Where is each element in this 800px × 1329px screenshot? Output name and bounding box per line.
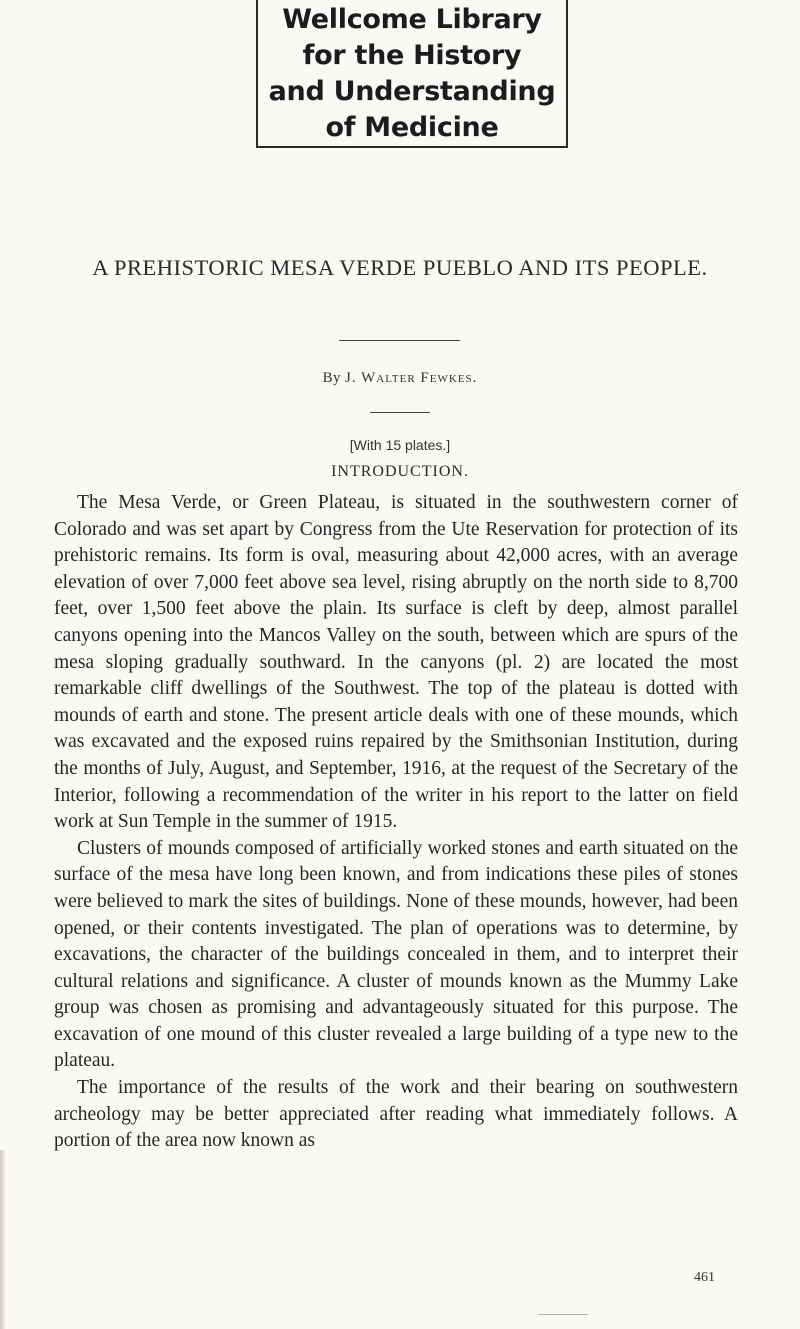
stamp-line-2: for the History [302,40,522,71]
stamp-line-3: and Understanding [268,76,556,107]
article-title: A PREHISTORIC MESA VERDE PUEBLO AND ITS PEOPLE. [92,255,708,280]
byline-author: J. Walter Fewkes. [345,370,478,386]
byline-prefix: By [322,370,341,386]
byline-divider [370,412,430,413]
stamp-line-1: Wellcome Library [282,4,542,35]
page-number: 461 [694,1270,715,1285]
title-divider [339,340,460,341]
plates-note: [With 15 plates.] [349,437,451,453]
section-heading: INTRODUCTION. [331,463,469,480]
paragraph: The Mesa Verde, or Green Plateau, is situated in the southwestern corner of Colorado and was set apart by Congress from the Ute Reservation for protection of its prehistoric remains. Its form is oval, measuring about 42,000 acres, with an average elevation of over 7,000 feet above sea level, rising abruptly on the north side to 8,700 feet, over 1,500 feet above the plain. Its surface is cleft by deep, almost parallel canyons opening into the Mancos Valley on the south, between which are spurs of the mesa sloping gradually southward. In the canyons (pl. 2) are located the most remarkable cliff dwellings of the Southwest. The top of the plateau is dotted with mounds of earth and stone. The present article deals with one of these mounds, which was excavated and the exposed ruins repaired by the Smithsonian Institution, during the months of July, August, and September, 1916, at the request of the Secretary of the Interior, following a recommendation of the writer in his report to the latter on field work at Sun Temple in the summer of 1915. [54,492,738,833]
library-stamp [256,0,568,148]
paragraph: Clusters of mounds composed of artificially worked stones and earth situated on the surface of the mesa have long been known, and from indications these piles of stones were believed to mark the sites of buildings. None of these mounds, however, had been opened, or their contents investigated. The plan of operations was to determine, by excavations, the character of the buildings concealed in them, and to interpret their cultural relations and significance. A cluster of mounds known as the Mummy Lake group was chosen as promising and advantageously situated for this purpose. The excavation of one mound of this cluster revealed a large building of a type new to the plateau. [54,837,738,1072]
body-text [54,490,738,1155]
page-edge-shadow [0,1150,6,1329]
stamp-line-4: of Medicine [325,112,499,143]
paragraph: The importance of the results of the work and their bearing on southwestern archeology may be better appreciated after reading what immediately follows. A portion of the area now known as [54,1077,738,1152]
footer-rule [538,1314,588,1315]
byline [0,370,800,387]
